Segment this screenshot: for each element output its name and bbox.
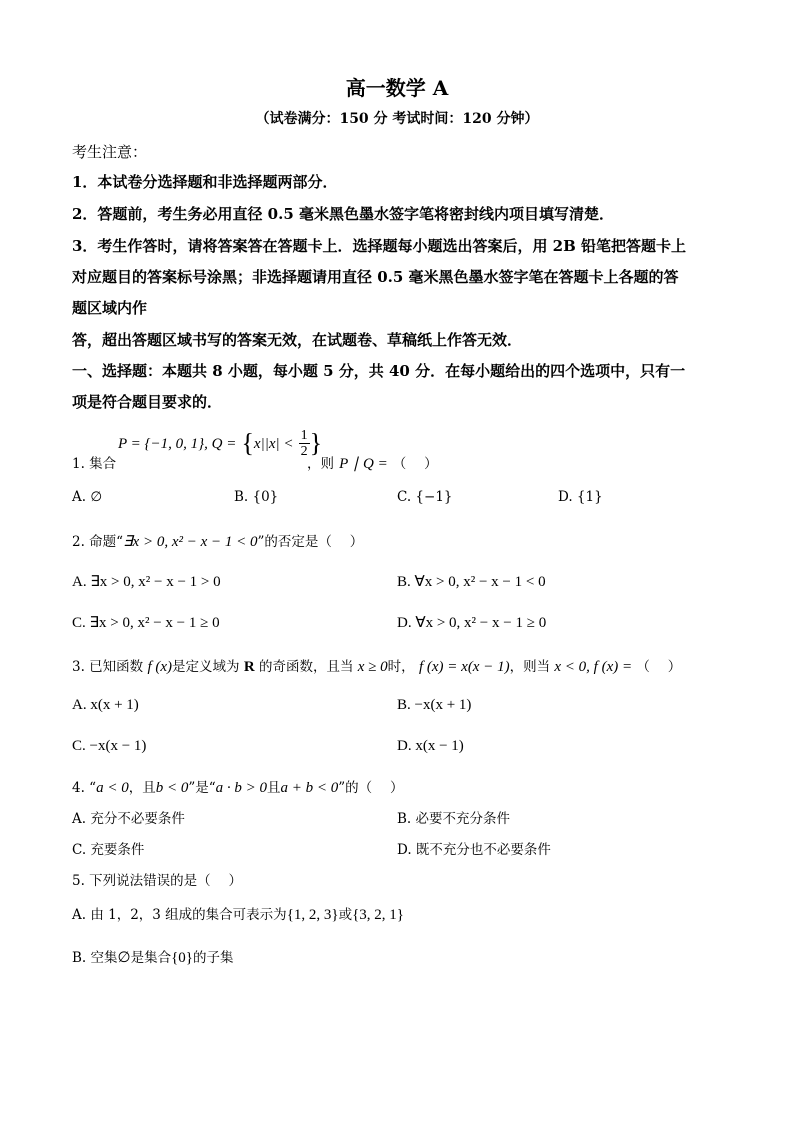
q3-s1: 3. 已知函数 [72, 659, 144, 675]
q5-option-b [72, 946, 234, 967]
q1-option-d: D. {1} [558, 489, 603, 505]
question-4 [72, 776, 403, 797]
q4-m4: a + b < 0 [280, 780, 339, 796]
notice-heading: 考生注意： [72, 143, 148, 161]
q4-option-a: A. 充分不必要条件 [72, 811, 185, 827]
q1-brace-close: } [309, 428, 323, 458]
q3-m5: x < 0, f (x) = [554, 659, 633, 675]
q1-tail [307, 452, 438, 473]
q1-option-a: A. ∅ [72, 489, 103, 505]
q1-frac-num: 1 [300, 428, 308, 443]
q1-set-expression [118, 428, 322, 459]
q1-brace-open: { [241, 428, 254, 458]
q3-m4: f (x) = x(x − 1) [418, 659, 510, 675]
notice-item-3: 3．考生作答时，请将答案答在答题卡上．选择题每小题选出答案后，用 2B 铅笔把答题卡上 [72, 237, 687, 255]
q1-frac-den: 2 [300, 444, 308, 459]
notice-item-1: 1．本试卷分选择题和非选择题两部分． [72, 173, 338, 191]
q3-option-d: D. x(x − 1) [397, 738, 464, 754]
q5-opt-a-set1: {1, 2, 3} [286, 907, 339, 923]
question-3 [72, 655, 681, 676]
notice-item-2: 2．答题前，考生务必用直径 0.5 毫米黑色墨水签字笔将密封线内项目填写清楚． [72, 205, 614, 223]
section-heading-cont: 项是符合题目要求的． [72, 393, 223, 411]
q2-option-d: D. ∀x > 0, x² − x − 1 ≥ 0 [397, 615, 547, 631]
q1-option-c: C. {−1} [397, 489, 453, 505]
question-5: 5. 下列说法错误的是（ ） [72, 873, 242, 889]
notice-item-3-cont3: 答，超出答题区域书写的答案无效，在试题卷、草稿纸上作答无效． [72, 331, 523, 349]
q1-set-q-inner: x||x| < [253, 436, 294, 452]
q5-opt-b-empty: ∅ [117, 950, 131, 966]
q1-then: ，则 [307, 456, 334, 472]
q2-option-b: B. ∀x > 0, x² − x − 1 < 0 [397, 574, 546, 590]
q2-stem-a: 2. 命题“ [72, 534, 124, 550]
q5-opt-b-end: 的子集 [193, 950, 234, 966]
q5-opt-b-text: B. 空集 [72, 950, 118, 966]
q1-option-b: B. {0} [234, 489, 279, 505]
notice-item-3-cont2: 题区域内作 [72, 299, 148, 317]
q3-s5: ，则当 [509, 659, 551, 675]
q3-m3: x ≥ 0 [357, 659, 388, 675]
q1-set-p: P = {−1, 0, 1}, Q = [118, 436, 237, 452]
q3-option-b: B. −x(x + 1) [397, 697, 472, 713]
q4-option-b: B. 必要不充分条件 [397, 811, 511, 827]
q4-m2: b < 0 [155, 780, 189, 796]
q2-option-c: C. ∃x > 0, x² − x − 1 ≥ 0 [72, 615, 220, 631]
q2-option-a: A. ∃x > 0, x² − x − 1 > 0 [72, 574, 221, 590]
q4-option-c: C. 充要条件 [72, 842, 145, 858]
q2-stem-b: ”的否定是（ ） [257, 534, 364, 550]
notice-item-3-cont: 对应题目的答案标号涂黑；非选择题请用直径 0.5 毫米黑色墨水签字笔在答题卡上各题的答 [72, 268, 679, 286]
q3-s6: （ ） [636, 659, 682, 675]
q3-m2: R [243, 659, 255, 675]
q4-option-d: D. 既不充分也不必要条件 [397, 842, 551, 858]
q3-s3: 的奇函数，且当 [258, 659, 354, 675]
q4-s2: ，且 [128, 780, 156, 796]
q2-stem-math: ∃x > 0, x² − x − 1 < 0 [123, 534, 258, 550]
q4-s4: 且 [267, 780, 281, 796]
q1-expr: P ∣ Q = [339, 456, 388, 472]
q3-s4: 时， [387, 659, 415, 675]
q5-opt-a-or: 或 [338, 907, 353, 923]
q1-blank: （ ） [392, 456, 438, 472]
q4-s1: 4. “ [72, 780, 97, 796]
q4-s5: ”的（ ） [338, 780, 404, 796]
q5-opt-b-mid: 是集合 [130, 950, 172, 966]
q3-option-a: A. x(x + 1) [72, 697, 139, 713]
q3-option-c: C. −x(x − 1) [72, 738, 147, 754]
q3-s2: 是定义域为 [172, 659, 240, 675]
section-heading: 一、选择题：本题共 8 小题，每小题 5 分，共 40 分．在每小题给出的四个选项中，只有一 [72, 362, 686, 380]
question-2 [72, 530, 363, 551]
q1-prefix: 1. 集合 [72, 456, 117, 472]
q5-opt-b-set: {0} [171, 950, 193, 966]
q4-m1: a < 0 [96, 780, 129, 796]
page-title: 高一数学 A [345, 76, 449, 100]
q5-opt-a-set2: {3, 2, 1} [352, 907, 404, 923]
exam-info: （试卷满分：150 分 考试时间：120 分钟） [255, 111, 539, 127]
q4-s3: ”是“ [188, 780, 216, 796]
q5-opt-a-text: A. 由 1，2，3 组成的集合可表示为 [72, 907, 287, 923]
q4-m3: a · b > 0 [215, 780, 268, 796]
q3-m1: f (x) [147, 659, 173, 675]
q5-option-a [72, 903, 404, 924]
